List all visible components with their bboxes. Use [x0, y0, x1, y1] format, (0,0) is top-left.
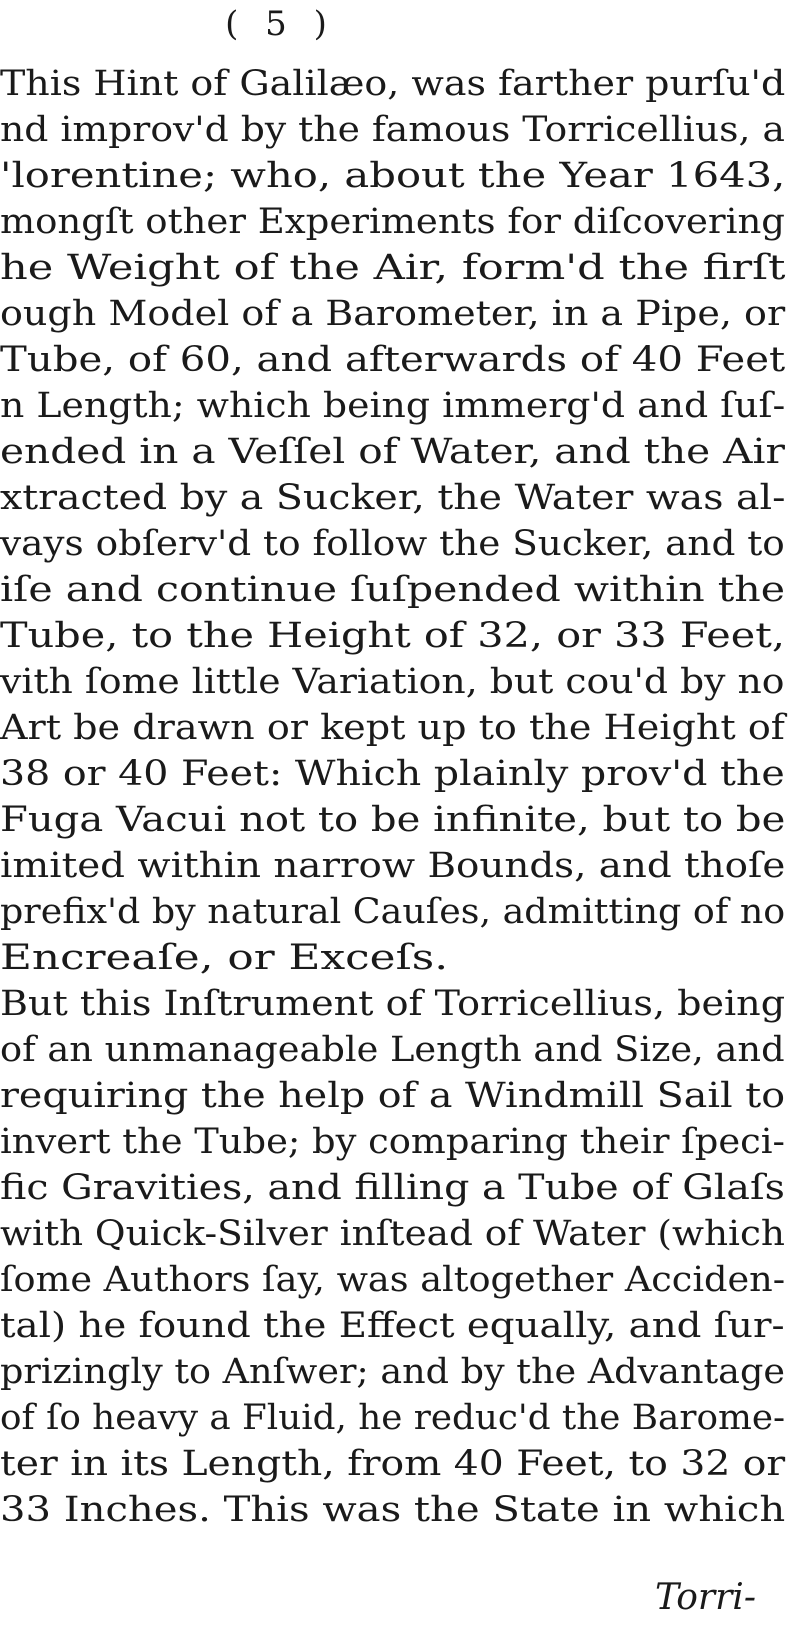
text-line: prefix'd by natural Cauſes, admitting of no: [0, 892, 786, 932]
text-line: n Length; which being immerg'd and ſuſ-: [0, 386, 786, 426]
text-line: 'lorentine; who, about the Year 1643,: [0, 156, 786, 196]
text-line: fic Gravities, and filling a Tube of Glaſs: [0, 1168, 785, 1208]
text-line: vith ſome little Variation, but cou'd by no: [0, 662, 785, 702]
text-line: with Quick-Silver inſtead of Water (which: [0, 1214, 785, 1254]
text-line: imited within narrow Bounds, and thoſe: [0, 846, 786, 886]
page-number: ( 5 ): [225, 4, 335, 44]
text-line: 38 or 40 Feet: Which plainly prov'd the: [0, 754, 785, 794]
catchword: Torri-: [655, 1577, 756, 1618]
text-line: vays obſerv'd to follow the Sucker, and to: [0, 524, 785, 564]
text-line: ough Model of a Barometer, in a Pipe, or: [0, 294, 786, 334]
text-line: Encreaſe, or Exceſs.: [0, 938, 449, 978]
text-line: invert the Tube; by comparing their ſpeci-: [0, 1122, 786, 1162]
text-line: ſome Authors ſay, was altogether Acciden-: [0, 1260, 786, 1300]
text-line: he Weight of the Air, form'd the firſt: [0, 248, 786, 288]
text-line: requiring the help of a Windmill Sail to: [0, 1076, 786, 1116]
text-line: Tube, of 60, and afterwards of 40 Feet: [0, 340, 786, 380]
text-line: Art be drawn or kept up to the Height of: [0, 708, 785, 748]
text-line: 33 Inches. This was the State in which: [0, 1490, 786, 1530]
text-line: iſe and continue ſuſpended within the: [0, 570, 786, 610]
text-line: But this Inſtrument of Torricellius, being: [0, 984, 786, 1024]
text-line: Tube, to the Height of 32, or 33 Feet,: [0, 616, 786, 656]
text-line: mongſt other Experiments for diſcovering: [0, 202, 785, 242]
text-line: tal) he found the Effect equally, and ſur-: [0, 1306, 785, 1346]
text-line: Fuga Vacui not to be infinite, but to be: [0, 800, 786, 840]
text-line: This Hint of Galilæo, was farther purſu'd: [0, 64, 786, 104]
text-line: prizingly to Anſwer; and by the Advantage: [0, 1352, 785, 1392]
text-line: ter in its Length, from 40 Feet, to 32 or: [0, 1444, 786, 1484]
text-line: xtracted by a Sucker, the Water was al-: [0, 478, 786, 518]
text-line: nd improv'd by the famous Torricellius, a: [0, 110, 785, 150]
text-line: ended in a Veſſel of Water, and the Air: [0, 432, 785, 472]
text-line: of an unmanageable Length and Size, and: [0, 1030, 785, 1070]
text-line: of ſo heavy a Fluid, he reduc'd the Barome-: [0, 1398, 786, 1438]
